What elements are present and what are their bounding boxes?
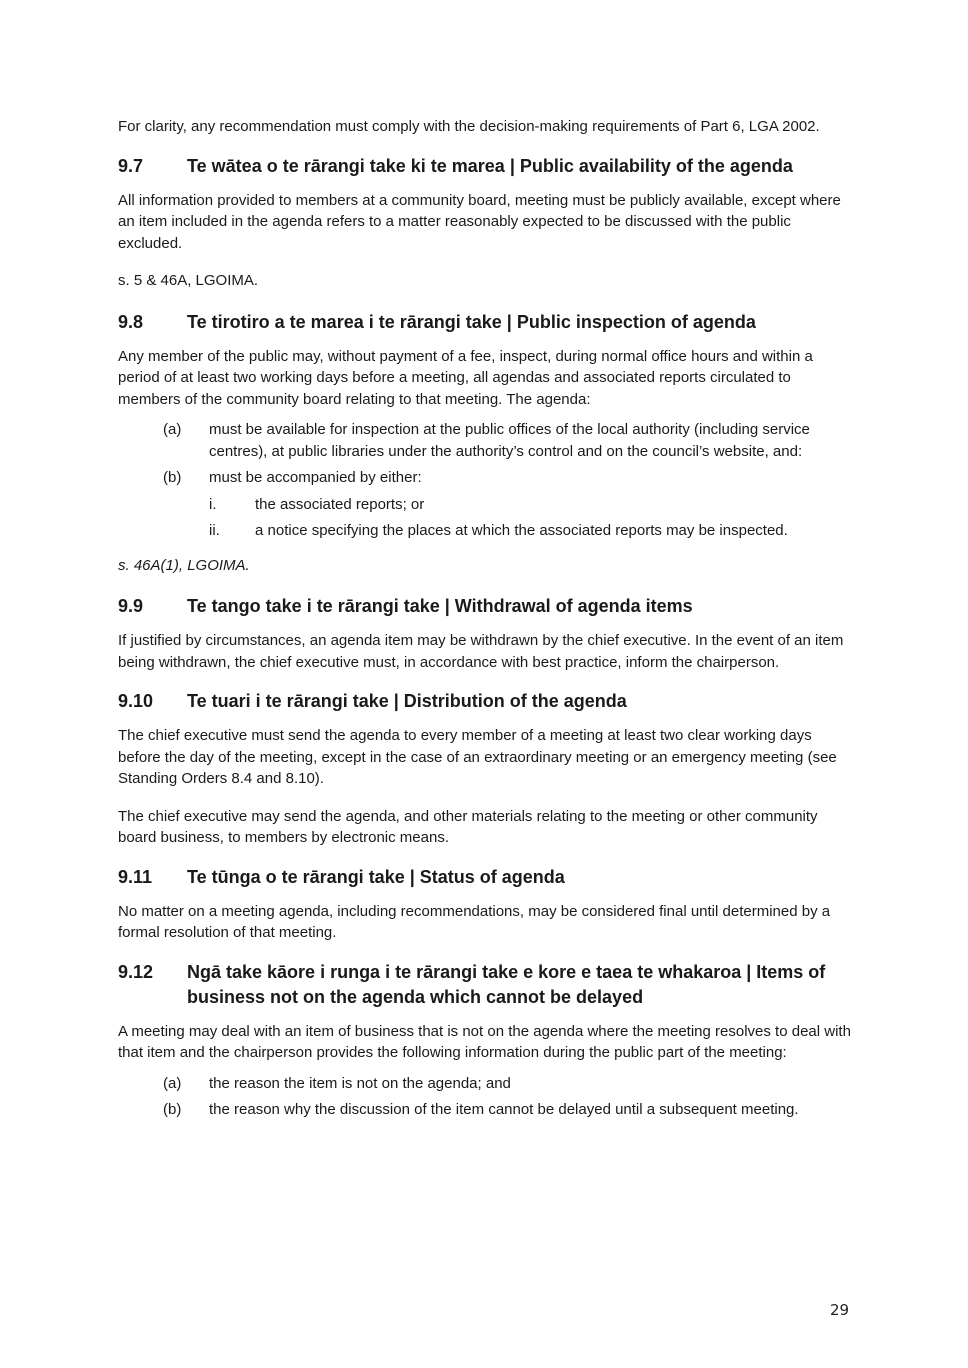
sub-list-item xyxy=(118,494,854,516)
section-9-7-body: All information provided to members at a community board, meeting must be publicly available, except where an item included in the agenda refers to a matter reasonably expected to be discussed with the public excluded. xyxy=(118,191,841,252)
list-item xyxy=(118,467,854,489)
section-title: Te tuari i te rārangi take | Distribution of the agenda xyxy=(187,691,627,711)
section-title: Te tango take i te rārangi take | Withdrawal of agenda items xyxy=(187,596,693,616)
section-number: 9.11 xyxy=(118,866,153,887)
sub-list-item xyxy=(118,520,854,542)
list-item-label: (a) xyxy=(163,421,182,438)
section-title: Te wātea o te rārangi take ki te marea | Public availability of the agenda xyxy=(187,155,793,176)
intro-paragraph: For clarity, any recommendation must comply with the decision-making requirements of Part 6, LGA 2002. xyxy=(118,118,820,135)
list-item-text: must be accompanied by either: xyxy=(209,469,422,486)
sub-list-item-text: a notice specifying the places at which the associated reports may be inspected. xyxy=(255,522,788,539)
section-9-10-body-2: The chief executive may send the agenda, and other materials relating to the meeting or other community board business, to members by electronic means. xyxy=(118,807,818,846)
section-9-9-body: If justified by circumstances, an agenda item may be withdrawn by the chief executive. In the event of an item being withdrawn, the chief executive must, in accordance with best practice, inform the chairperson. xyxy=(118,632,844,671)
section-9-11-body: No matter on a meeting agenda, including recommendations, may be considered final until determined by a formal resolution of that meeting. xyxy=(118,902,831,941)
section-9-7-reference: s. 5 & 46A, LGOIMA. xyxy=(118,272,259,289)
list-item xyxy=(118,1073,854,1095)
section-9-8-body: Any member of the public may, without payment of a fee, inspect, during normal office hours and within a period of at least two working days before a meeting, all agendas and associated reports circulated to members of the community board relating to that meeting. The agenda: xyxy=(118,347,813,408)
section-number: 9.8 xyxy=(118,311,144,332)
section-9-12-list xyxy=(118,1073,854,1121)
section-9-12-body: A meeting may deal with an item of business that is not on the agenda where the meeting resolves to deal with that item and the chairperson provides the following information during the public part of the meeting: xyxy=(118,1022,851,1061)
section-9-10-body-1: The chief executive must send the agenda to every member of a meeting at least two clear working days before the day of the meeting, except in the case of an extraordinary meeting or an emergency meeting (see Standing Orders 8.4 and 8.10). xyxy=(118,727,837,787)
section-heading-9-7 xyxy=(118,154,854,179)
section-heading-9-11 xyxy=(118,865,854,890)
list-item xyxy=(118,419,854,462)
section-number: 9.7 xyxy=(118,155,144,176)
section-9-8-list xyxy=(118,419,854,542)
section-heading-9-12 xyxy=(118,960,854,1010)
document-page xyxy=(118,116,854,1134)
list-item-text: must be available for inspection at the public offices of the local authority (including service centres), at public libraries under the authority’s control and on the council’s website, and: xyxy=(209,421,810,460)
section-heading-9-10 xyxy=(118,689,854,714)
section-heading-9-8 xyxy=(118,310,854,335)
sub-list-item-text: the associated reports; or xyxy=(255,495,425,513)
list-item-text: the reason the item is not on the agenda; and xyxy=(209,1074,511,1092)
list-item-text: the reason why the discussion of the item cannot be delayed until a subsequent meeting. xyxy=(209,1101,799,1118)
list-item-label: (b) xyxy=(163,1101,182,1118)
list-item-label: (b) xyxy=(163,469,182,486)
section-9-8-reference: s. 46A(1), LGOIMA. xyxy=(118,556,250,574)
page-number: 29 xyxy=(830,1301,850,1319)
section-number: 9.9 xyxy=(118,596,144,616)
section-number: 9.12 xyxy=(118,961,154,982)
section-number: 9.10 xyxy=(118,691,154,711)
section-title: Te tirotiro a te marea i te rārangi take | Public inspection of agenda xyxy=(187,311,756,332)
section-title: Ngā take kāore i runga i te rārangi take e kore e taea te whakaroa | Items of business not on the agenda which cannot be delayed xyxy=(187,961,826,1007)
section-title: Te tūnga o te rārangi take | Status of agenda xyxy=(187,866,565,887)
sub-list-item-label: ii. xyxy=(209,522,220,539)
section-heading-9-9 xyxy=(118,594,854,619)
list-item xyxy=(118,1099,854,1121)
list-item-label: (a) xyxy=(163,1074,182,1092)
sub-list-item-label: i. xyxy=(209,495,217,513)
